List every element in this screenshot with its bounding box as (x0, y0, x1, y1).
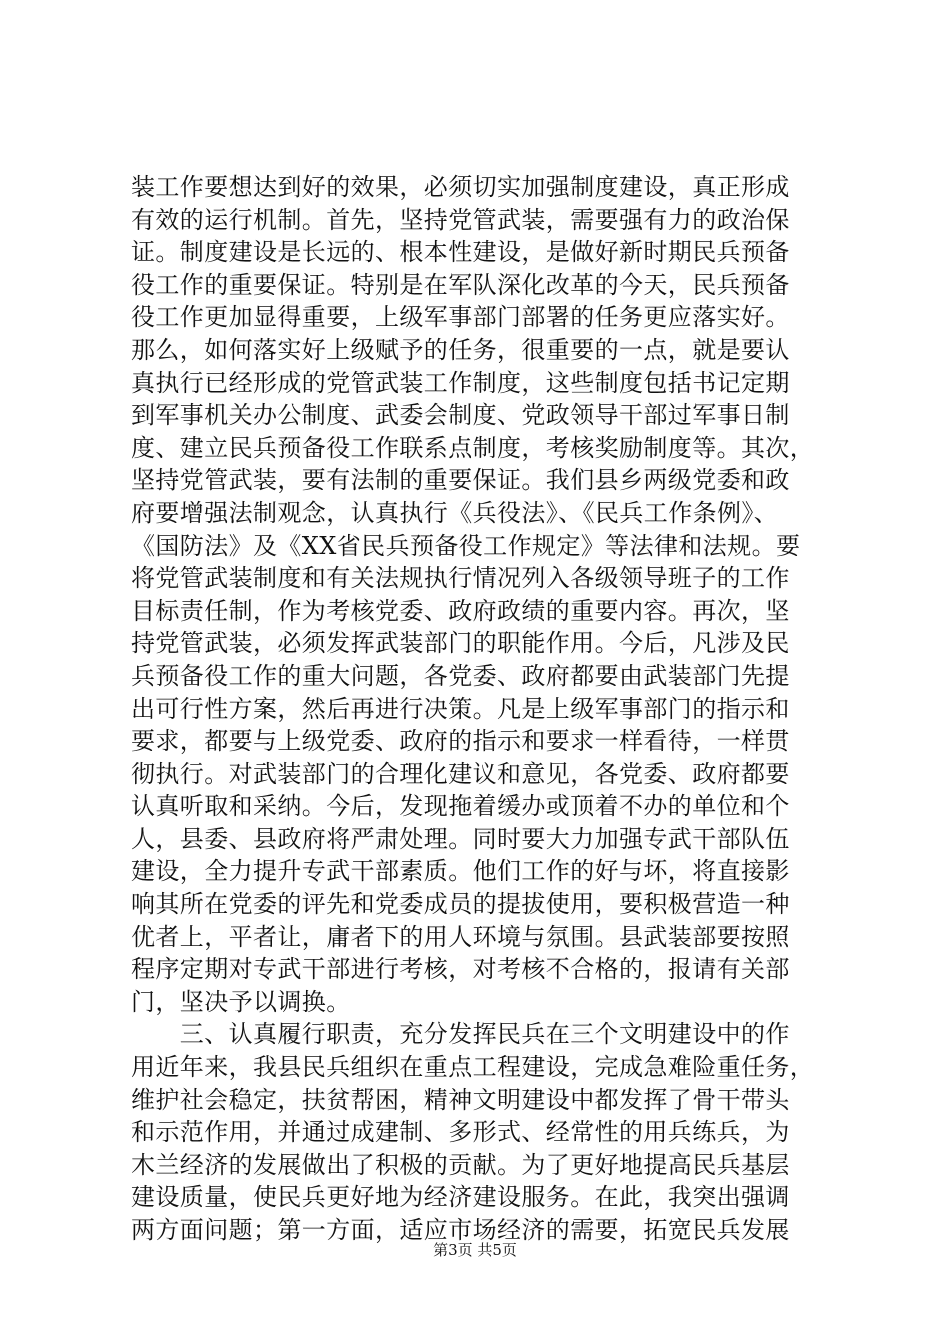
body-text (131, 171, 831, 1247)
text-line: 将党管武装制度和有关法规执行情况列入各级领导班子的工作 (131, 564, 790, 593)
text-line: 建设，全力提升专武干部素质。他们工作的好与坏，将直接影 (131, 857, 790, 886)
text-line: 彻执行。对武装部门的合理化建议和意见，各党委、政府都要 (131, 759, 790, 788)
text-line: 认真听取和采纳。今后，发现拖着缓办或顶着不办的单位和个 (131, 792, 790, 821)
text-line: 装工作要想达到好的效果，必须切实加强制度建设，真正形成 (131, 173, 790, 201)
page-footer: 第3页 共5页 (433, 1241, 517, 1259)
text-line: 门，坚决予以调换。 (131, 987, 351, 1016)
text-line: 出可行性方案，然后再进行决策。凡是上级军事部门的指示和 (131, 694, 790, 723)
text-line: 和示范作用，并通过成建制、多形式、经常性的用兵练兵，为 (131, 1118, 790, 1147)
text-line: 响其所在党委的评先和党委成员的提拔使用，要积极营造一种 (131, 890, 790, 919)
text-line: 证。制度建设是长远的、根本性建设，是做好新时期民兵预备 (131, 238, 790, 267)
text-line: 《国防法》及《XX省民兵预备役工作规定》等法律和法规。要 (131, 531, 801, 560)
text-line: 人，县委、县政府将严肃处理。同时要大力加强专武干部队伍 (131, 824, 790, 853)
text-line: 用近年来，我县民兵组织在重点工程建设，完成急难险重任务， (131, 1053, 815, 1082)
text-line: 度、建立民兵预备役工作联系点制度，考核奖励制度等。其次， (131, 433, 815, 462)
text-line: 持党管武装，必须发挥武装部门的职能作用。今后，凡涉及民 (131, 629, 790, 658)
text-line: 有效的运行机制。首先，坚持党管武装，需要强有力的政治保 (131, 205, 790, 234)
text-line: 建设质量，使民兵更好地为经济建设服务。在此，我突出强调 (131, 1183, 790, 1212)
text-line: 兵预备役工作的重大问题，各党委、政府都要由武装部门先提 (131, 661, 790, 690)
text-line: 木兰经济的发展做出了积极的贡献。为了更好地提高民兵基层 (131, 1150, 790, 1179)
text-line: 坚持党管武装，要有法制的重要保证。我们县乡两级党委和政 (131, 466, 790, 495)
text-line: 真执行已经形成的党管武装工作制度，这些制度包括书记定期 (131, 368, 790, 397)
section-heading-line: 三、认真履行职责，充分发挥民兵在三个文明建设中的作 (131, 1020, 790, 1049)
text-line: 两方面问题；第一方面，适应市场经济的需要，拓宽民兵发展 (131, 1216, 790, 1244)
text-line: 维护社会稳定，扶贫帮困，精神文明建设中都发挥了骨干带头 (131, 1085, 790, 1114)
text-line: 要求，都要与上级党委、政府的指示和要求一样看待，一样贯 (131, 727, 790, 756)
text-line: 优者上，平者让，庸者下的用人环境与氛围。县武装部要按照 (131, 922, 790, 951)
text-line: 府要增强法制观念，认真执行《兵役法》、《民兵工作条例》、 (131, 498, 779, 527)
text-line: 目标责任制，作为考核党委、政府政绩的重要内容。再次，坚 (131, 596, 790, 625)
text-line: 那么，如何落实好上级赋予的任务，很重要的一点，就是要认 (131, 335, 790, 364)
text-line: 役工作更加显得重要，上级军事部门部署的任务更应落实好。 (131, 303, 790, 332)
text-line: 程序定期对专武干部进行考核，对考核不合格的，报请有关部 (131, 955, 790, 984)
text-line: 到军事机关办公制度、武委会制度、党政领导干部过军事日制 (131, 401, 790, 430)
text-line: 役工作的重要保证。特别是在军队深化改革的今天，民兵预备 (131, 270, 790, 299)
